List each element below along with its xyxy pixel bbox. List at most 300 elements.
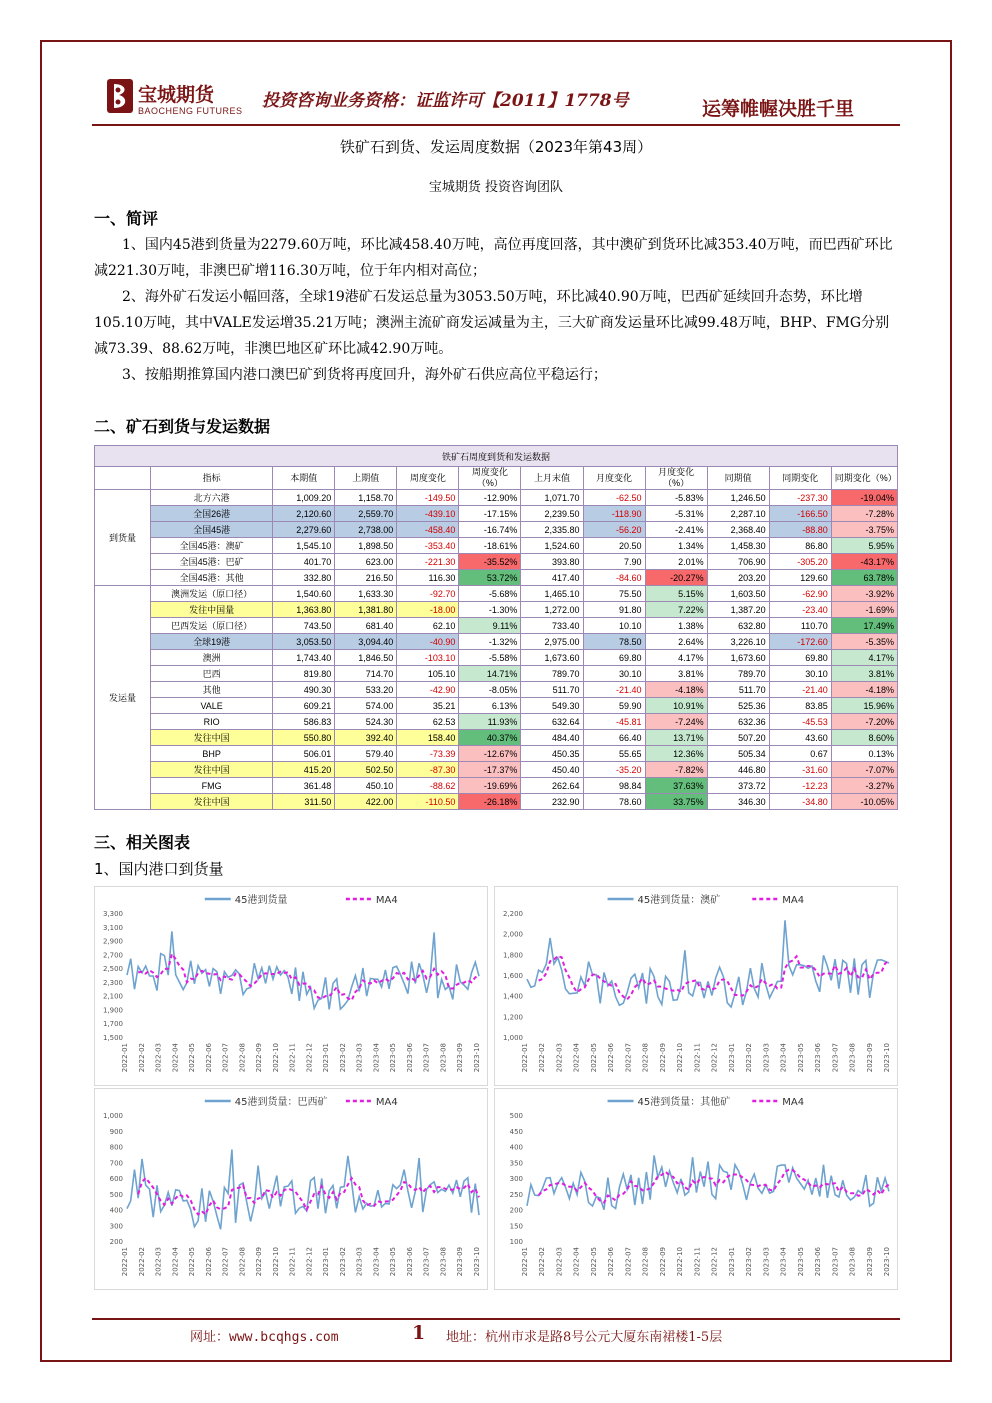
table-cell: 3,226.10 [707, 634, 769, 650]
table-cell: 86.80 [769, 538, 831, 554]
table-cell: -31.60 [769, 762, 831, 778]
x-tick-label: 2022-10 [271, 1247, 280, 1277]
y-tick-label: 2,100 [102, 992, 123, 1001]
y-tick-label: 3,300 [102, 910, 123, 918]
x-tick-label: 2023-02 [745, 1247, 754, 1277]
document-author: 宝城期货 投资咨询团队 [428, 180, 564, 195]
x-tick-label: 2022-04 [572, 1043, 581, 1073]
x-tick-label: 2022-11 [693, 1247, 702, 1277]
table-cell: 632.64 [521, 714, 583, 730]
table-cell: 83.85 [769, 698, 831, 714]
x-tick-label: 2022-08 [238, 1247, 247, 1277]
table-group-label: 到货量 [95, 490, 151, 586]
table-cell: 43.60 [769, 730, 831, 746]
company-logo [106, 78, 243, 118]
table-cell: -84.60 [583, 570, 645, 586]
legend-label-series: 45港到货量：澳矿 [637, 895, 721, 906]
table-cell: -88.62 [397, 778, 459, 794]
table-row [95, 506, 898, 522]
x-tick-label: 2022-09 [658, 1247, 667, 1277]
x-tick-label: 2022-08 [238, 1043, 247, 1073]
table-row [95, 666, 898, 682]
table-row [95, 490, 898, 506]
table-header-cell: 指标 [151, 467, 273, 490]
table-cell: 4.17% [645, 650, 707, 666]
x-tick-label: 2022-02 [137, 1043, 146, 1073]
y-tick-label: 150 [509, 1222, 523, 1231]
table-header-cell: 月度变化 [583, 467, 645, 490]
x-tick-label: 2023-04 [779, 1247, 788, 1277]
table-row-label: VALE [151, 698, 273, 714]
table-cell: -5.58% [459, 650, 521, 666]
table-cell: 332.80 [273, 570, 335, 586]
legend-label-ma: MA4 [782, 1097, 805, 1108]
y-tick-label: 1,900 [102, 1006, 123, 1015]
table-cell: 30.10 [769, 666, 831, 682]
table-row [95, 778, 898, 794]
table-cell: 1,458.30 [707, 538, 769, 554]
table-cell: 11.93% [459, 714, 521, 730]
table-cell: 5.15% [645, 586, 707, 602]
x-tick-label: 2023-03 [762, 1043, 771, 1073]
table-cell: 0.13% [831, 746, 897, 762]
table-cell: -17.37% [459, 762, 521, 778]
x-tick-label: 2023-10 [473, 1043, 481, 1073]
x-tick-label: 2023-05 [796, 1043, 805, 1073]
y-tick-label: 700 [109, 1159, 123, 1168]
x-tick-label: 2023-06 [405, 1043, 414, 1073]
table-cell: 17.49% [831, 618, 897, 634]
table-cell: 116.30 [397, 570, 459, 586]
footer-website[interactable]: 网址：www.bcqhgs.com [190, 1330, 339, 1345]
table-cell: 415.20 [273, 762, 335, 778]
table-cell: 623.00 [335, 554, 397, 570]
y-tick-label: 200 [109, 1238, 123, 1246]
table-cell: 1,009.20 [273, 490, 335, 506]
x-tick-label: 2023-01 [727, 1043, 736, 1073]
table-cell: 490.30 [273, 682, 335, 698]
table-cell: 311.50 [273, 794, 335, 810]
table-cell: 393.80 [521, 554, 583, 570]
table-header-cell: 本期值 [273, 467, 335, 490]
y-tick-label: 600 [109, 1175, 123, 1183]
x-tick-label: 2022-01 [521, 1247, 529, 1277]
table-cell: 1.34% [645, 538, 707, 554]
table-cell: -20.27% [645, 570, 707, 586]
y-tick-label: 2,500 [102, 965, 123, 974]
x-tick-label: 2023-08 [439, 1043, 448, 1073]
table-cell: 2.64% [645, 634, 707, 650]
table-cell: -2.41% [645, 522, 707, 538]
x-tick-label: 2023-02 [338, 1043, 347, 1073]
table-cell: 361.48 [273, 778, 335, 794]
table-cell: 55.65 [583, 746, 645, 762]
table-cell: 1,071.70 [521, 490, 583, 506]
table-cell: 506.01 [273, 746, 335, 762]
x-tick-label: 2022-07 [221, 1247, 230, 1277]
table-row [95, 714, 898, 730]
x-tick-label: 2023-07 [422, 1043, 431, 1073]
table-header-cell: 同期变化 [769, 467, 831, 490]
table-cell: -5.31% [645, 506, 707, 522]
data-table [94, 445, 898, 810]
table-cell: 1,524.60 [521, 538, 583, 554]
table-cell: 1,743.40 [273, 650, 335, 666]
y-tick-label: 100 [509, 1238, 523, 1246]
table-cell: 8.60% [831, 730, 897, 746]
table-cell: -19.04% [831, 490, 897, 506]
table-cell: -87.30 [397, 762, 459, 778]
table-cell: -56.20 [583, 522, 645, 538]
document-title: 铁矿石到货、发运周度数据（2023年第43周） [339, 138, 653, 156]
x-tick-label: 2022-06 [204, 1043, 213, 1073]
logo-icon [106, 78, 134, 114]
table-cell: 533.20 [335, 682, 397, 698]
table-cell: -7.82% [645, 762, 707, 778]
table-cell: 14.71% [459, 666, 521, 682]
table-row [95, 682, 898, 698]
x-tick-label: 2022-09 [658, 1043, 667, 1073]
series-line [527, 920, 889, 1007]
y-tick-label: 900 [109, 1127, 123, 1136]
table-cell: -10.05% [831, 794, 897, 810]
table-header-cell: 周度变化（%） [459, 467, 521, 490]
table-cell: -40.90 [397, 634, 459, 650]
table-row-label: 澳洲 [151, 650, 273, 666]
x-tick-label: 2023-10 [883, 1247, 891, 1277]
x-tick-label: 2023-07 [831, 1247, 840, 1277]
table-row-label: 全国26港 [151, 506, 273, 522]
y-tick-label: 350 [509, 1159, 523, 1168]
table-cell: 450.10 [335, 778, 397, 794]
table-cell: 2,239.50 [521, 506, 583, 522]
x-tick-label: 2023-10 [883, 1043, 891, 1073]
table-cell: 2,559.70 [335, 506, 397, 522]
x-tick-label: 2023-05 [796, 1247, 805, 1277]
table-cell: -19.69% [459, 778, 521, 794]
y-tick-label: 2,200 [502, 910, 523, 918]
x-tick-label: 2023-02 [338, 1247, 347, 1277]
section-heading-data: 二、矿石到货与发运数据 [94, 417, 271, 436]
table-cell: 789.70 [521, 666, 583, 682]
table-cell: 13.71% [645, 730, 707, 746]
table-row-label: 发往中国 [151, 762, 273, 778]
table-cell: 502.50 [335, 762, 397, 778]
table-title: 铁矿石周度到货和发运数据 [95, 446, 898, 467]
table-cell: 66.40 [583, 730, 645, 746]
table-cell: 733.40 [521, 618, 583, 634]
table-cell: 511.70 [707, 682, 769, 698]
table-cell: -4.18% [831, 682, 897, 698]
y-tick-label: 1,000 [102, 1112, 123, 1120]
table-cell: -1.69% [831, 602, 897, 618]
table-cell: 511.70 [521, 682, 583, 698]
x-tick-label: 2022-07 [624, 1043, 633, 1073]
table-cell: 346.30 [707, 794, 769, 810]
x-tick-label: 2022-12 [305, 1247, 314, 1277]
table-cell: -16.74% [459, 522, 521, 538]
table-cell: 10.10 [583, 618, 645, 634]
table-header-cell: 同期值 [707, 467, 769, 490]
table-cell: -18.00 [397, 602, 459, 618]
table-cell: -23.40 [769, 602, 831, 618]
data-table-container [94, 445, 898, 810]
table-cell: -92.70 [397, 586, 459, 602]
table-cell: 69.80 [769, 650, 831, 666]
y-tick-label: 250 [509, 1190, 523, 1199]
table-cell: 632.36 [707, 714, 769, 730]
legend-label-series: 45港到货量：其他矿 [637, 1097, 731, 1108]
table-row-label: 全国45港：巴矿 [151, 554, 273, 570]
x-tick-label: 2022-07 [221, 1043, 230, 1073]
table-row [95, 746, 898, 762]
table-cell: 507.20 [707, 730, 769, 746]
table-cell: 91.80 [583, 602, 645, 618]
table-cell: -73.39 [397, 746, 459, 762]
table-cell: 1,540.60 [273, 586, 335, 602]
x-tick-label: 2023-05 [389, 1043, 398, 1073]
table-cell: 2,738.00 [335, 522, 397, 538]
chart-45-port-arrivals [94, 886, 488, 1086]
legend-label-series: 45港到货量 [234, 895, 288, 906]
x-tick-label: 2023-04 [372, 1247, 381, 1277]
x-tick-label: 2022-08 [641, 1043, 650, 1073]
table-cell: 110.70 [769, 618, 831, 634]
x-tick-label: 2022-06 [204, 1247, 213, 1277]
table-cell: 33.75% [645, 794, 707, 810]
table-cell: -88.80 [769, 522, 831, 538]
table-row-label: 发往中国 [151, 730, 273, 746]
x-tick-label: 2023-01 [727, 1247, 736, 1277]
table-cell: 3.81% [831, 666, 897, 682]
table-cell: 422.00 [335, 794, 397, 810]
table-cell: 9.11% [459, 618, 521, 634]
x-tick-label: 2022-03 [555, 1043, 564, 1073]
table-cell: 7.90 [583, 554, 645, 570]
y-tick-label: 450 [509, 1127, 523, 1136]
table-cell: 1,381.80 [335, 602, 397, 618]
table-cell: 417.40 [521, 570, 583, 586]
x-tick-label: 2023-09 [865, 1247, 874, 1277]
y-tick-label: 500 [109, 1190, 123, 1199]
x-tick-label: 2022-01 [121, 1043, 129, 1073]
x-tick-label: 2023-04 [372, 1043, 381, 1073]
table-row-label: 其他 [151, 682, 273, 698]
y-tick-label: 1,400 [502, 992, 523, 1001]
x-tick-label: 2022-04 [572, 1247, 581, 1277]
x-tick-label: 2022-05 [188, 1247, 197, 1277]
table-cell: 3,053.50 [273, 634, 335, 650]
table-row-label: FMG [151, 778, 273, 794]
table-cell: 819.80 [273, 666, 335, 682]
x-tick-label: 2023-10 [473, 1247, 481, 1277]
x-tick-label: 2023-06 [814, 1247, 823, 1277]
section-heading-summary: 一、简评 [94, 209, 159, 228]
table-cell: 1,158.70 [335, 490, 397, 506]
legend-label-ma: MA4 [782, 895, 805, 906]
x-tick-label: 2023-08 [848, 1043, 857, 1073]
table-row-label: BHP [151, 746, 273, 762]
table-cell: -118.90 [583, 506, 645, 522]
table-row-label: RIO [151, 714, 273, 730]
y-tick-label: 200 [509, 1206, 523, 1215]
table-row [95, 618, 898, 634]
table-cell: -12.67% [459, 746, 521, 762]
table-cell: -62.90 [769, 586, 831, 602]
y-tick-label: 2,900 [102, 937, 123, 946]
y-tick-label: 1,600 [502, 972, 523, 980]
header-divider [92, 124, 900, 126]
table-cell: 549.30 [521, 698, 583, 714]
y-tick-label: 300 [109, 1222, 123, 1231]
chart-45-port-australia [494, 886, 898, 1086]
table-row-label: 全球19港 [151, 634, 273, 650]
table-cell: 0.67 [769, 746, 831, 762]
y-tick-label: 1,500 [102, 1034, 123, 1042]
table-cell: -237.30 [769, 490, 831, 506]
table-cell: -1.32% [459, 634, 521, 650]
table-row-label: 巴西 [151, 666, 273, 682]
table-cell: -4.18% [645, 682, 707, 698]
x-tick-label: 2023-03 [762, 1247, 771, 1277]
table-row-label: 北方六港 [151, 490, 273, 506]
table-row [95, 586, 898, 602]
table-cell: -35.20 [583, 762, 645, 778]
table-cell: -305.20 [769, 554, 831, 570]
table-cell: -166.50 [769, 506, 831, 522]
table-cell: 392.40 [335, 730, 397, 746]
table-cell: -21.40 [583, 682, 645, 698]
table-cell: 550.80 [273, 730, 335, 746]
table-row-label: 澳洲发运（原口径） [151, 586, 273, 602]
x-tick-label: 2022-06 [607, 1043, 616, 1073]
x-tick-label: 2023-07 [422, 1247, 431, 1277]
x-tick-label: 2022-10 [676, 1043, 685, 1073]
table-cell: 1,633.30 [335, 586, 397, 602]
x-tick-label: 2023-09 [865, 1043, 874, 1073]
table-cell: 53.72% [459, 570, 521, 586]
table-cell: -7.07% [831, 762, 897, 778]
table-row [95, 730, 898, 746]
x-tick-label: 2022-03 [154, 1043, 163, 1073]
table-cell: -21.40 [769, 682, 831, 698]
table-cell: 232.90 [521, 794, 583, 810]
x-tick-label: 2022-10 [676, 1247, 685, 1277]
table-cell: -110.50 [397, 794, 459, 810]
x-tick-label: 2022-02 [137, 1247, 146, 1277]
table-header-cell: 同期变化（%） [831, 467, 897, 490]
x-tick-label: 2023-03 [355, 1247, 364, 1277]
table-cell: -439.10 [397, 506, 459, 522]
y-tick-label: 2,700 [102, 951, 123, 960]
table-cell: 37.63% [645, 778, 707, 794]
table-cell: 1,898.50 [335, 538, 397, 554]
table-cell: 789.70 [707, 666, 769, 682]
x-tick-label: 2022-09 [255, 1043, 264, 1073]
x-tick-label: 2022-11 [288, 1043, 297, 1073]
table-cell: 2.01% [645, 554, 707, 570]
table-row [95, 554, 898, 570]
table-cell: 10.91% [645, 698, 707, 714]
table-cell: -172.60 [769, 634, 831, 650]
table-cell: 450.35 [521, 746, 583, 762]
table-row-label: 巴西发运（原口径） [151, 618, 273, 634]
table-cell: 2,335.80 [521, 522, 583, 538]
table-header-cell: 周度变化 [397, 467, 459, 490]
summary-paragraph-2: 2、海外矿石发运小幅回落，全球19港矿石发运总量为3053.50万吨，环比减40.90万吨，巴西矿延续回升态势，环比增105.10万吨，其中VALE发运增35.21万吨；澳洲主流矿商发运减量为主，三大矿商发运量环比减99.48万吨，BHP、FMG分别减73.39、88.62万吨，非澳巴地区矿环比减42.90万吨。 [94, 289, 890, 357]
table-row [95, 698, 898, 714]
x-tick-label: 2023-08 [848, 1247, 857, 1277]
table-cell: 12.36% [645, 746, 707, 762]
table-cell: 2,279.60 [273, 522, 335, 538]
table-cell: 1,673.60 [707, 650, 769, 666]
table-row [95, 570, 898, 586]
table-cell: 574.00 [335, 698, 397, 714]
table-cell: 35.21 [397, 698, 459, 714]
chart-45-port-brazil [94, 1088, 488, 1290]
table-row-label: 全国45港：其他 [151, 570, 273, 586]
y-tick-label: 800 [109, 1143, 123, 1152]
table-cell: 3.81% [645, 666, 707, 682]
table-cell: -5.68% [459, 586, 521, 602]
table-cell: -7.20% [831, 714, 897, 730]
table-cell: 4.17% [831, 650, 897, 666]
table-cell: 15.96% [831, 698, 897, 714]
legend-label-series: 45港到货量：巴西矿 [234, 1097, 328, 1108]
x-tick-label: 2023-09 [456, 1247, 465, 1277]
x-tick-label: 2022-07 [624, 1247, 633, 1277]
table-cell: 20.50 [583, 538, 645, 554]
table-cell: -34.80 [769, 794, 831, 810]
y-tick-label: 300 [509, 1175, 523, 1183]
table-cell: 586.83 [273, 714, 335, 730]
table-cell: 1,246.50 [707, 490, 769, 506]
x-tick-label: 2023-09 [456, 1043, 465, 1073]
table-cell: 1,603.50 [707, 586, 769, 602]
table-cell: -18.61% [459, 538, 521, 554]
table-cell: -12.90% [459, 490, 521, 506]
series-line [127, 931, 479, 1009]
table-cell: 59.90 [583, 698, 645, 714]
license-text: 投资咨询业务资格：证监许可【2011】1778号 [262, 91, 629, 111]
table-cell: -12.23 [769, 778, 831, 794]
page-footer [0, 1322, 992, 1346]
table-cell: 632.80 [707, 618, 769, 634]
section-heading-charts: 三、相关图表 [94, 833, 191, 852]
summary-paragraph-1: 1、国内45港到货量为2279.60万吨，环比减458.40万吨，高位再度回落，其中澳矿到货环比减353.40万吨，而巴西矿环比减221.30万吨，非澳巴矿增116.30万吨，位于年内相对高位； [94, 237, 893, 279]
table-cell: 706.90 [707, 554, 769, 570]
x-tick-label: 2022-09 [255, 1247, 264, 1277]
table-cell: 6.13% [459, 698, 521, 714]
table-cell: -62.50 [583, 490, 645, 506]
table-cell: -17.15% [459, 506, 521, 522]
table-row-label: 全国45港 [151, 522, 273, 538]
table-header-group [95, 467, 151, 490]
table-title-row [95, 446, 898, 467]
table-cell: 743.50 [273, 618, 335, 634]
x-tick-label: 2023-01 [322, 1247, 331, 1277]
table-cell: 203.20 [707, 570, 769, 586]
table-cell: 524.30 [335, 714, 397, 730]
x-tick-label: 2022-12 [305, 1043, 314, 1073]
table-cell: 1.38% [645, 618, 707, 634]
table-cell: 401.70 [273, 554, 335, 570]
table-cell: 62.53 [397, 714, 459, 730]
table-cell: 484.40 [521, 730, 583, 746]
footer-divider [92, 1318, 900, 1320]
page-number: 1 [412, 1322, 426, 1344]
table-cell: 1,465.10 [521, 586, 583, 602]
